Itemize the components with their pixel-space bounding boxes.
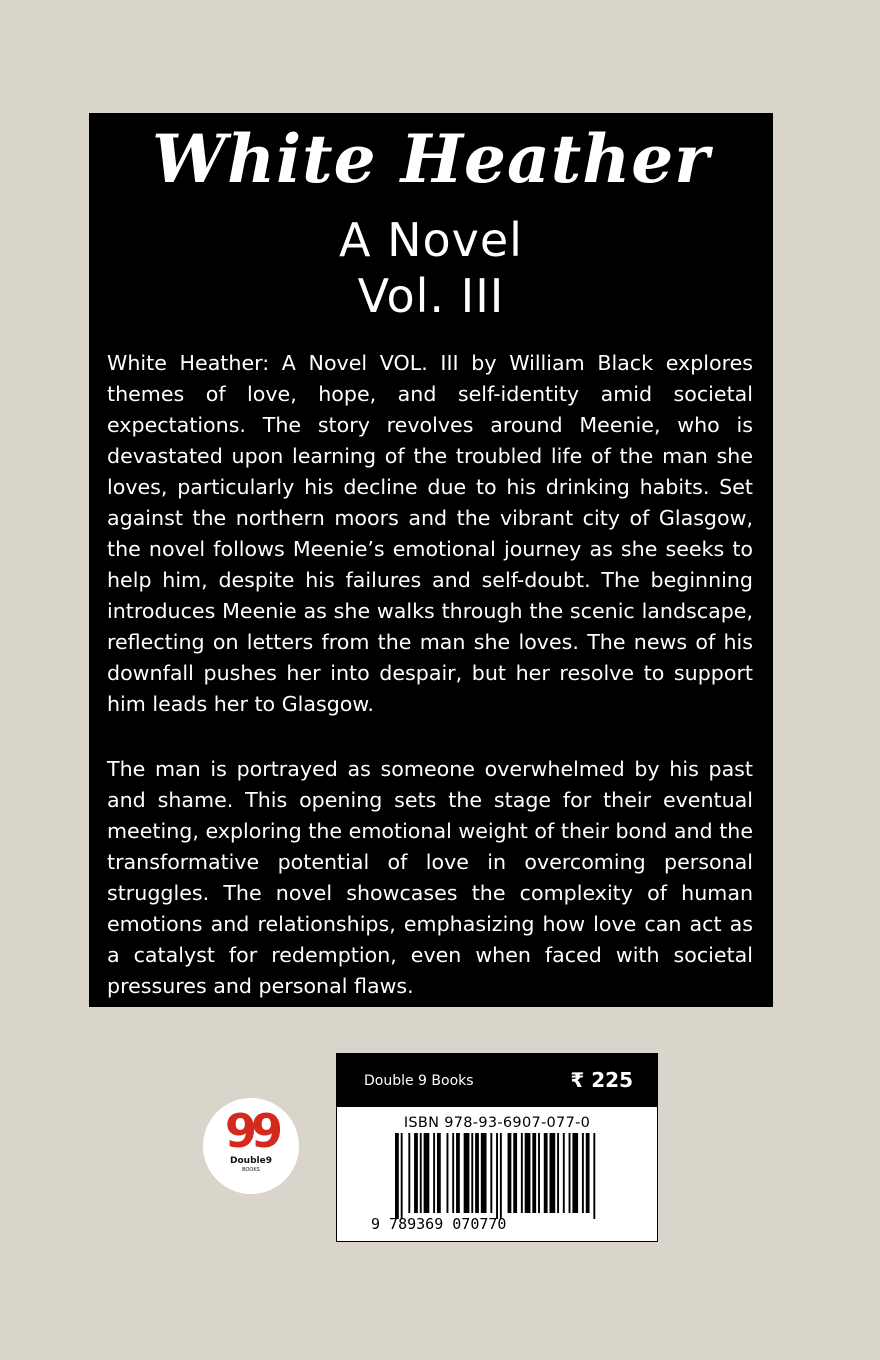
blurb-paragraph-2: The man is portrayed as someone overwhelmed by his past and shame. This opening sets the stage for their eventual meeting, exploring the emotional weight of their bond and the transformative potential of love in overcoming personal struggles. The novel showcases the complexity of human emotions and relationships, emphasizing how love can act as a catalyst for redemption, even when faced with societal pressures and personal flaws. — [107, 757, 753, 998]
logo-wordmark: Double9 — [230, 1156, 272, 1166]
blurb-paragraph-1: White Heather: A Novel VOL. III by William Black explores themes of love, hope, and self-identity amid societal expectations. The story revolves around Meenie, who is devastated upon learning of the troubled life of the man she loves, particularly his decline due to his drinking habits. Set against the northern moors and the vibrant city of Glasgow, the novel follows Meenie’s emotional journey as she seeks to help him, despite his failures and self-doubt. The beginning introduces Meenie as she walks through the scenic landscape, reflecting on letters from the man she loves. The news of his downfall pushes her into despair, but her resolve to support him leads her to Glasgow. — [107, 351, 753, 716]
publisher-name: Double 9 Books — [364, 1073, 474, 1089]
barcode-digits: 9 789369 070770 — [371, 1215, 507, 1233]
cover-text-panel — [89, 113, 773, 1007]
logo-mark: 99 — [224, 1104, 277, 1158]
price-label: ₹ 225 — [570, 1068, 633, 1092]
publisher-logo — [203, 1098, 299, 1194]
logo-tagline: BOOKS — [242, 1167, 260, 1173]
barcode-block — [336, 1053, 658, 1242]
isbn-label: ISBN 978-93-6907-077-0 — [403, 1115, 591, 1131]
barcode-header — [337, 1054, 657, 1107]
barcode-bars — [395, 1133, 601, 1219]
book-title: White Heather — [152, 120, 710, 198]
volume-label: Vol. III — [357, 269, 505, 323]
book-subtitle: A Novel — [339, 213, 523, 267]
